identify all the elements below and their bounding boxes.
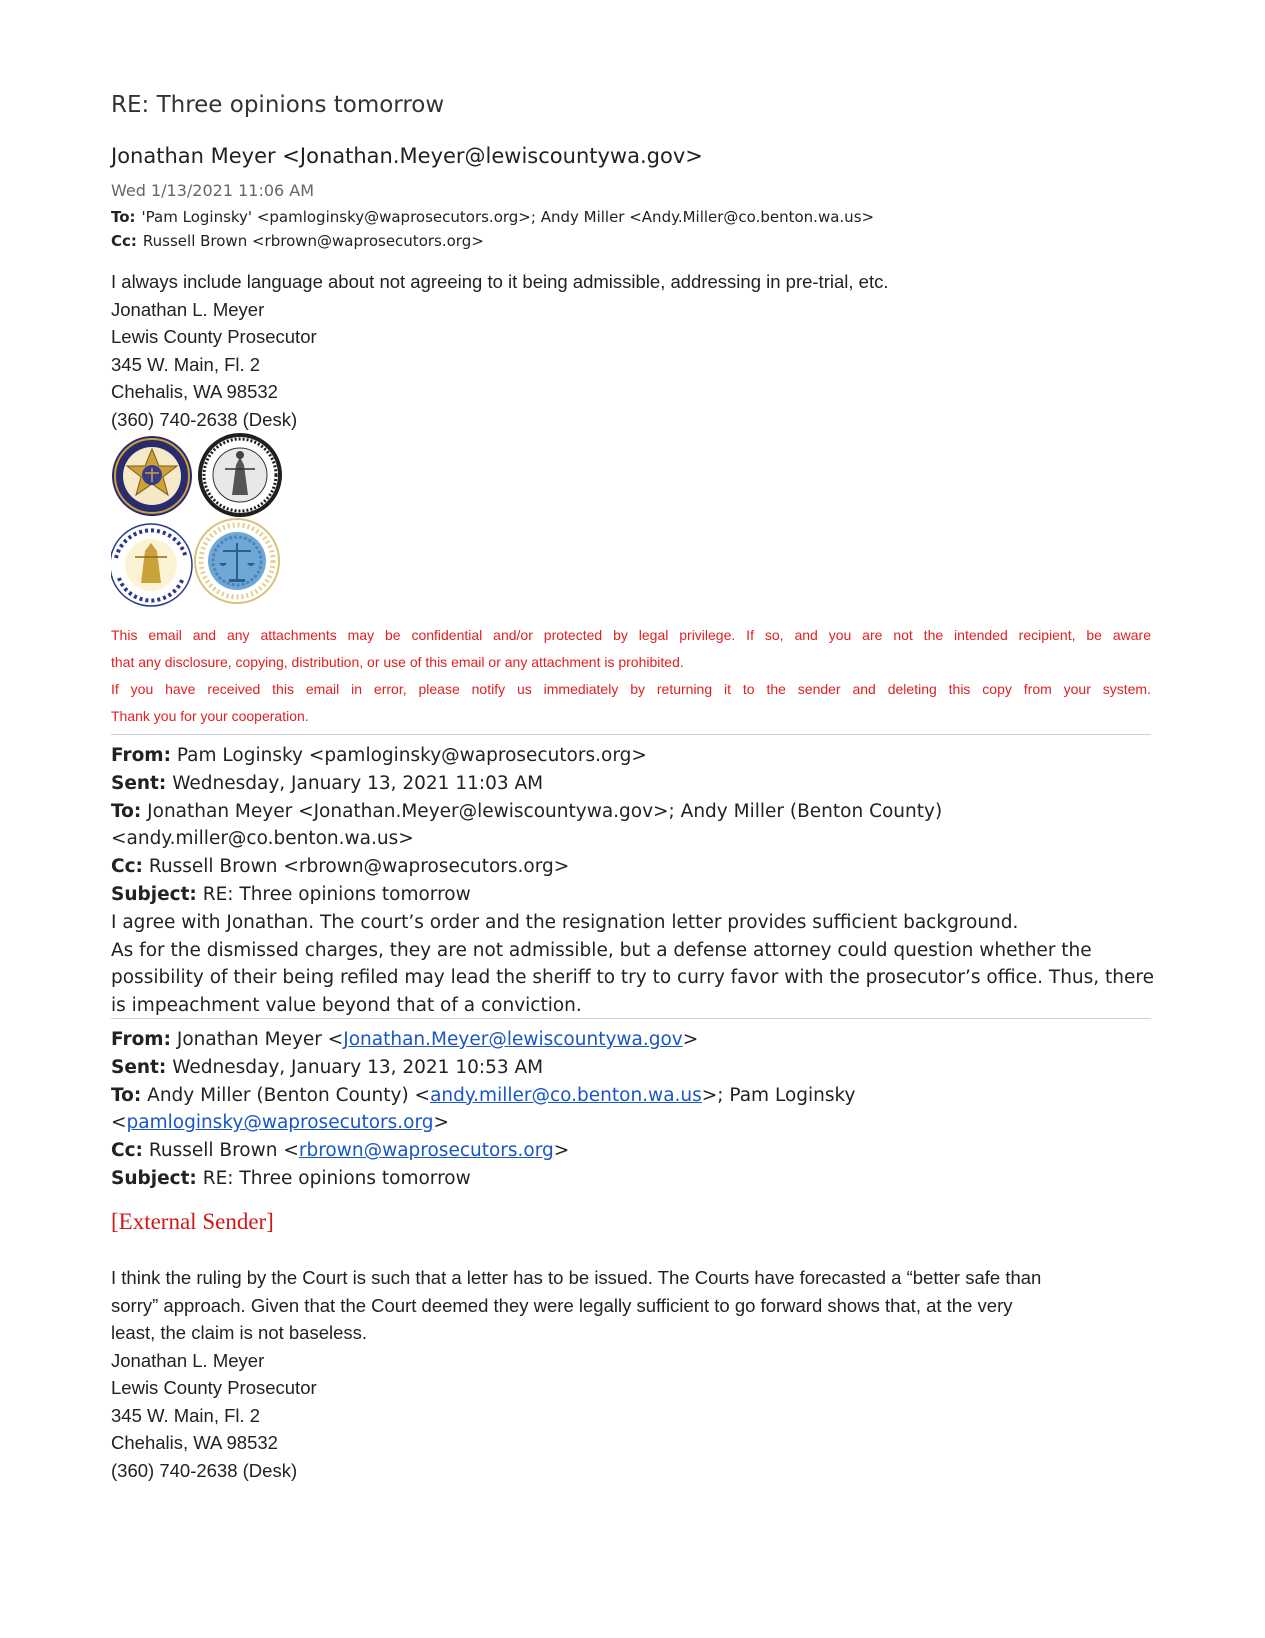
body-line: is impeachment value beyond that of a conviction. (111, 995, 582, 1017)
cc-value: Russell Brown <rbrown@waprosecutors.org> (142, 232, 484, 250)
cc-label: Cc: (111, 1140, 143, 1162)
signature-city: Chehalis, WA 98532 (111, 1432, 278, 1453)
disclaimer-line: Thank you for your cooperation. (111, 708, 309, 724)
body-line: As for the dismissed charges, they are not admissible, but a defense attorney could question whether the (111, 939, 1092, 961)
to-line (111, 798, 1156, 826)
email-date: Wed 1/13/2021 11:06 AM (111, 181, 315, 200)
signature-name: Jonathan L. Meyer (111, 298, 265, 320)
separator (111, 1018, 1151, 1019)
body-line: least, the claim is not baseless. (111, 1322, 368, 1343)
subject-label: Subject: (111, 883, 197, 905)
to-email-link[interactable]: andy.miller@co.benton.wa.us (430, 1084, 702, 1106)
ndaa-seal-icon (111, 524, 192, 606)
to-line (111, 1082, 1156, 1110)
to-email-link-2[interactable]: pamloginsky@waprosecutors.org (126, 1112, 434, 1134)
cc-email-link[interactable]: rbrown@waprosecutors.org (298, 1140, 554, 1162)
to-name: Andy Miller (Benton County) < (147, 1084, 431, 1106)
to-label: To: (111, 208, 136, 226)
cc-line: Cc: Russell Brown <rbrown@waprosecutors.org> (111, 1140, 570, 1162)
from-label: From: (111, 1029, 171, 1050)
confidentiality-disclaimer (111, 622, 1151, 730)
to-name-2: >; Pam Loginsky (701, 1084, 856, 1106)
email-body (111, 268, 888, 433)
signature-address: 345 W. Main, Fl. 2 (111, 353, 261, 375)
to-line-continued: <pamloginsky@waprosecutors.org> (111, 1112, 450, 1134)
sent-line (111, 1054, 1156, 1082)
cc-name: Russell Brown < (148, 1140, 299, 1162)
lewis-county-prosecutor-seal-icon (112, 436, 192, 516)
from-line: From: Jonathan Meyer <Jonathan.Meyer@lewiscountywa.gov> (111, 1029, 699, 1050)
disclaimer-line: This email and any attachments may be confidential and/or protected by legal privilege. If so, and you are not the intended recipient, be aware (111, 627, 1151, 643)
signature-phone: (360) 740-2638 (Desk) (111, 408, 298, 430)
from-value: Pam Loginsky <pamloginsky@waprosecutors.org> (176, 745, 647, 766)
sent-value: Wednesday, January 13, 2021 10:53 AM (172, 1056, 544, 1078)
signature-title: Lewis County Prosecutor (111, 326, 317, 347)
body-line: sorry” approach. Given that the Court deemed they were legally sufficient to go forward shows that, at the very (111, 1294, 1013, 1316)
signature-logos (111, 433, 291, 613)
subject-value: RE: Three opinions tomorrow (202, 883, 471, 905)
to-label: To: (111, 800, 142, 822)
subject-line (111, 1165, 1156, 1193)
from-label: From: (111, 745, 171, 766)
external-sender-tag: [External Sender] (111, 1209, 274, 1234)
body-line: possibility of their being refiled may lead the sheriff to try to curry favor with the prosecutor’s office. Thus, there (111, 967, 1154, 989)
email-subject: RE: Three opinions tomorrow (111, 92, 445, 118)
cc-line (111, 853, 1156, 881)
disclaimer-line: that any disclosure, copying, distribution, or use of this email or any attachment is prohibited. (111, 654, 684, 670)
sent-value: Wednesday, January 13, 2021 11:03 AM (172, 772, 544, 794)
email-to-line (111, 208, 874, 226)
to-value: 'Pam Loginsky' <pamloginsky@waprosecutors.org>; Andy Miller <Andy.Miller@co.benton.wa.us> (141, 208, 875, 226)
cc-label: Cc: (111, 856, 143, 878)
cc-value: Russell Brown <rbrown@waprosecutors.org> (148, 856, 570, 878)
signature-phone: (360) 740-2638 (Desk) (111, 1459, 298, 1481)
sent-label: Sent: (111, 772, 167, 794)
to-line-continued: <andy.miller@co.benton.wa.us> (111, 828, 414, 850)
to-label: To: (111, 1084, 142, 1106)
subject-value: RE: Three opinions tomorrow (202, 1167, 471, 1189)
quoted-message-2 (111, 1026, 1156, 1193)
body-line: I agree with Jonathan. The court’s order and the resignation letter provides sufficient background. (111, 911, 1019, 933)
waprosecutors-seal-icon (198, 433, 282, 517)
signature-city: Chehalis, WA 98532 (111, 381, 278, 402)
prosecutors-center-for-excellence-seal-icon (195, 519, 279, 603)
quoted-message-1 (111, 742, 1156, 1020)
body-line: I think the ruling by the Court is such that a letter has to be issued. The Courts have forecasted a “better safe than (111, 1267, 1042, 1288)
cc-label: Cc: (111, 232, 137, 250)
from-line (111, 742, 1156, 770)
body-line: I always include language about not agreeing to it being admissible, addressing in pre-trial, etc. (111, 271, 889, 292)
from-email-link[interactable]: Jonathan.Meyer@lewiscountywa.gov (343, 1029, 683, 1050)
quoted-message-2-body (111, 1264, 1156, 1484)
from-name: Jonathan Meyer < (176, 1029, 344, 1050)
to-value: Jonathan Meyer <Jonathan.Meyer@lewiscountywa.gov>; Andy Miller (Benton County) (147, 800, 943, 822)
sent-line (111, 770, 1156, 798)
email-cc-line (111, 232, 484, 250)
signature-title: Lewis County Prosecutor (111, 1377, 317, 1398)
disclaimer-line: If you have received this email in error, please notify us immediately by returning it to the sender and deleting this copy from your system. (111, 681, 1151, 697)
subject-line (111, 881, 1156, 909)
separator (111, 734, 1151, 735)
signature-address: 345 W. Main, Fl. 2 (111, 1404, 261, 1426)
email-sender: Jonathan Meyer <Jonathan.Meyer@lewiscountywa.gov> (111, 144, 703, 168)
subject-label: Subject: (111, 1167, 197, 1189)
sent-label: Sent: (111, 1056, 167, 1078)
signature-name: Jonathan L. Meyer (111, 1349, 265, 1371)
